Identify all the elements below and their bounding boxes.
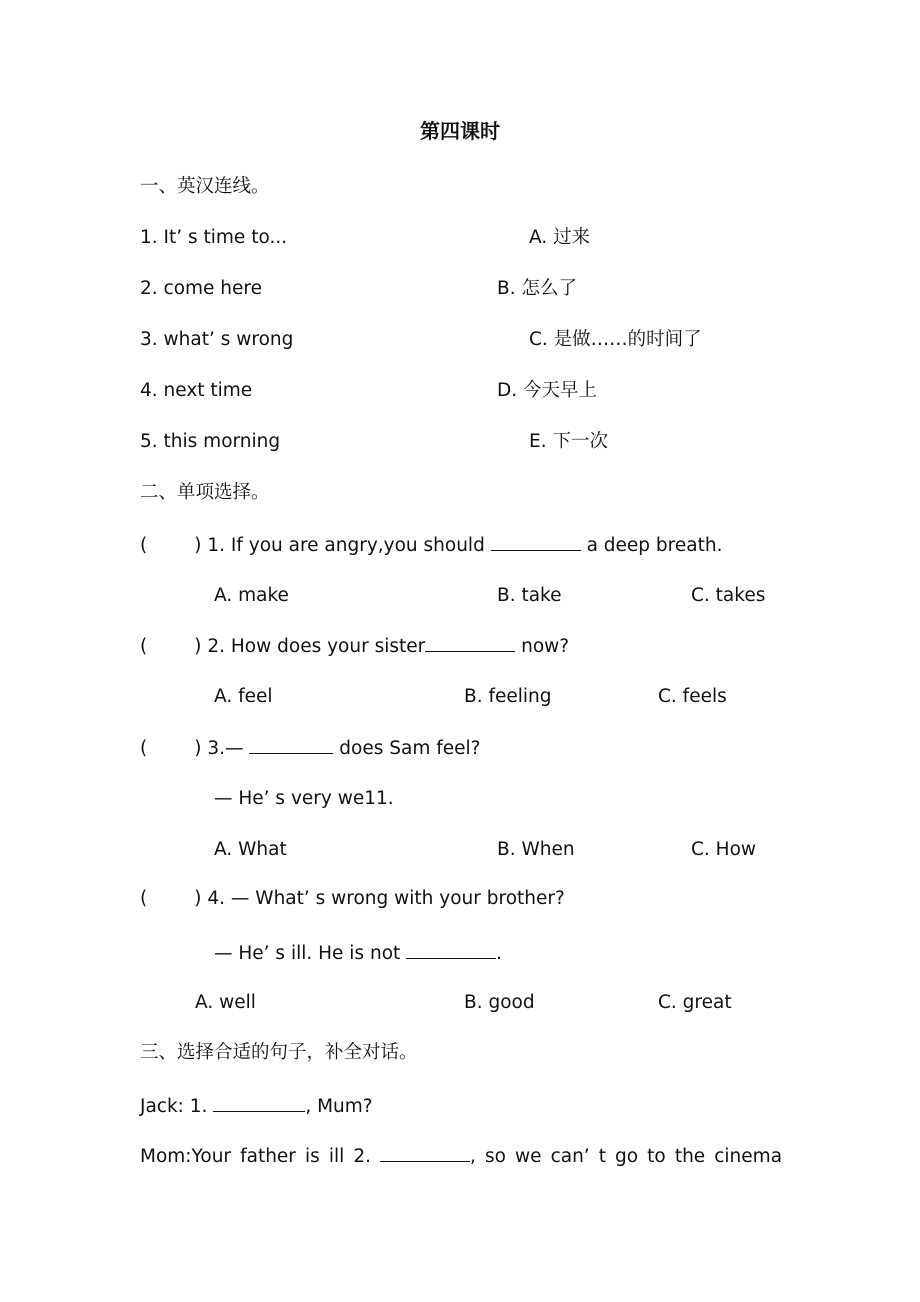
question-3-stem: ( ) 3.— [140,738,250,759]
q4-option-b: B. good [464,992,535,1013]
q2-option-b: B. feeling [464,686,552,707]
section3-heading: 三、选择合适的句子，补全对话。 [140,1042,418,1063]
answer-blank [491,532,581,551]
question-3-reply: — He’ s very we11. [214,788,394,809]
question-2 [140,633,569,659]
word: cinema [714,1146,783,1167]
word: the [674,1146,706,1167]
question-2-stem: ( ) 2. How does your sister [140,636,426,657]
match-left-2: 2. come here [140,278,262,299]
q1-option-c: C. takes [691,585,766,606]
q2-option-a: A. feel [214,686,273,707]
question-4-reply-end: . [496,943,503,964]
q1-option-b: B. take [497,585,562,606]
word: is [304,1146,320,1167]
word: ill [328,1146,345,1167]
answer-blank [249,735,333,754]
word: father [240,1146,296,1167]
word: 2. [353,1146,371,1167]
word: to [647,1146,666,1167]
q1-option-a: A. make [214,585,289,606]
answer-blank [213,1093,305,1112]
section2-heading: 二、单项选择。 [140,482,270,503]
question-1-stem-end: a deep breath. [580,535,723,556]
answer-blank [406,940,496,959]
answer-blank [425,633,515,652]
page-title: 第四课时 [420,119,500,143]
match-left-5: 5. this morning [140,431,281,452]
question-4: ( ) 4. — What’ s wrong with your brother? [140,888,565,909]
question-4-reply-text: — He’ s ill. He is not [214,943,407,964]
q2-option-c: C. feels [658,686,727,707]
q4-option-a: A. well [195,992,256,1013]
q4-option-c: C. great [658,992,732,1013]
question-3-stem-end: does Sam feel? [333,738,481,759]
question-4-reply [214,940,502,966]
q3-option-c: C. How [691,839,757,860]
question-3 [140,735,480,761]
question-1 [140,532,722,558]
word: Mom:Your [140,1146,232,1167]
match-right-e: E. 下一次 [529,431,608,452]
q3-option-a: A. What [214,839,287,860]
word: we [514,1146,542,1167]
match-right-c: C. 是做……的时间了 [529,329,702,350]
match-right-d: D. 今天早上 [497,380,598,401]
match-left-3: 3. what’ s wrong [140,329,294,350]
blank-with-comma [380,1146,506,1167]
match-right-a: A. 过来 [529,227,591,248]
word: go [615,1146,639,1167]
answer-blank [380,1143,470,1162]
match-left-1: 1. It’ s time to... [140,227,288,248]
q3-option-b: B. When [497,839,575,860]
dialogue-line-1-text: Jack: 1. [140,1096,214,1117]
word: can’ t [550,1146,606,1167]
match-left-4: 4. next time [140,380,253,401]
dialogue-line-1 [140,1093,373,1119]
dialogue-line-2 [140,1143,782,1169]
match-right-b: B. 怎么了 [497,278,577,299]
word: , so [470,1146,506,1167]
question-2-stem-end: now? [515,636,570,657]
section1-heading: 一、英汉连线。 [140,176,270,197]
dialogue-line-1-end: , Mum? [305,1096,373,1117]
question-1-stem: ( ) 1. If you are angry,you should [140,535,491,556]
